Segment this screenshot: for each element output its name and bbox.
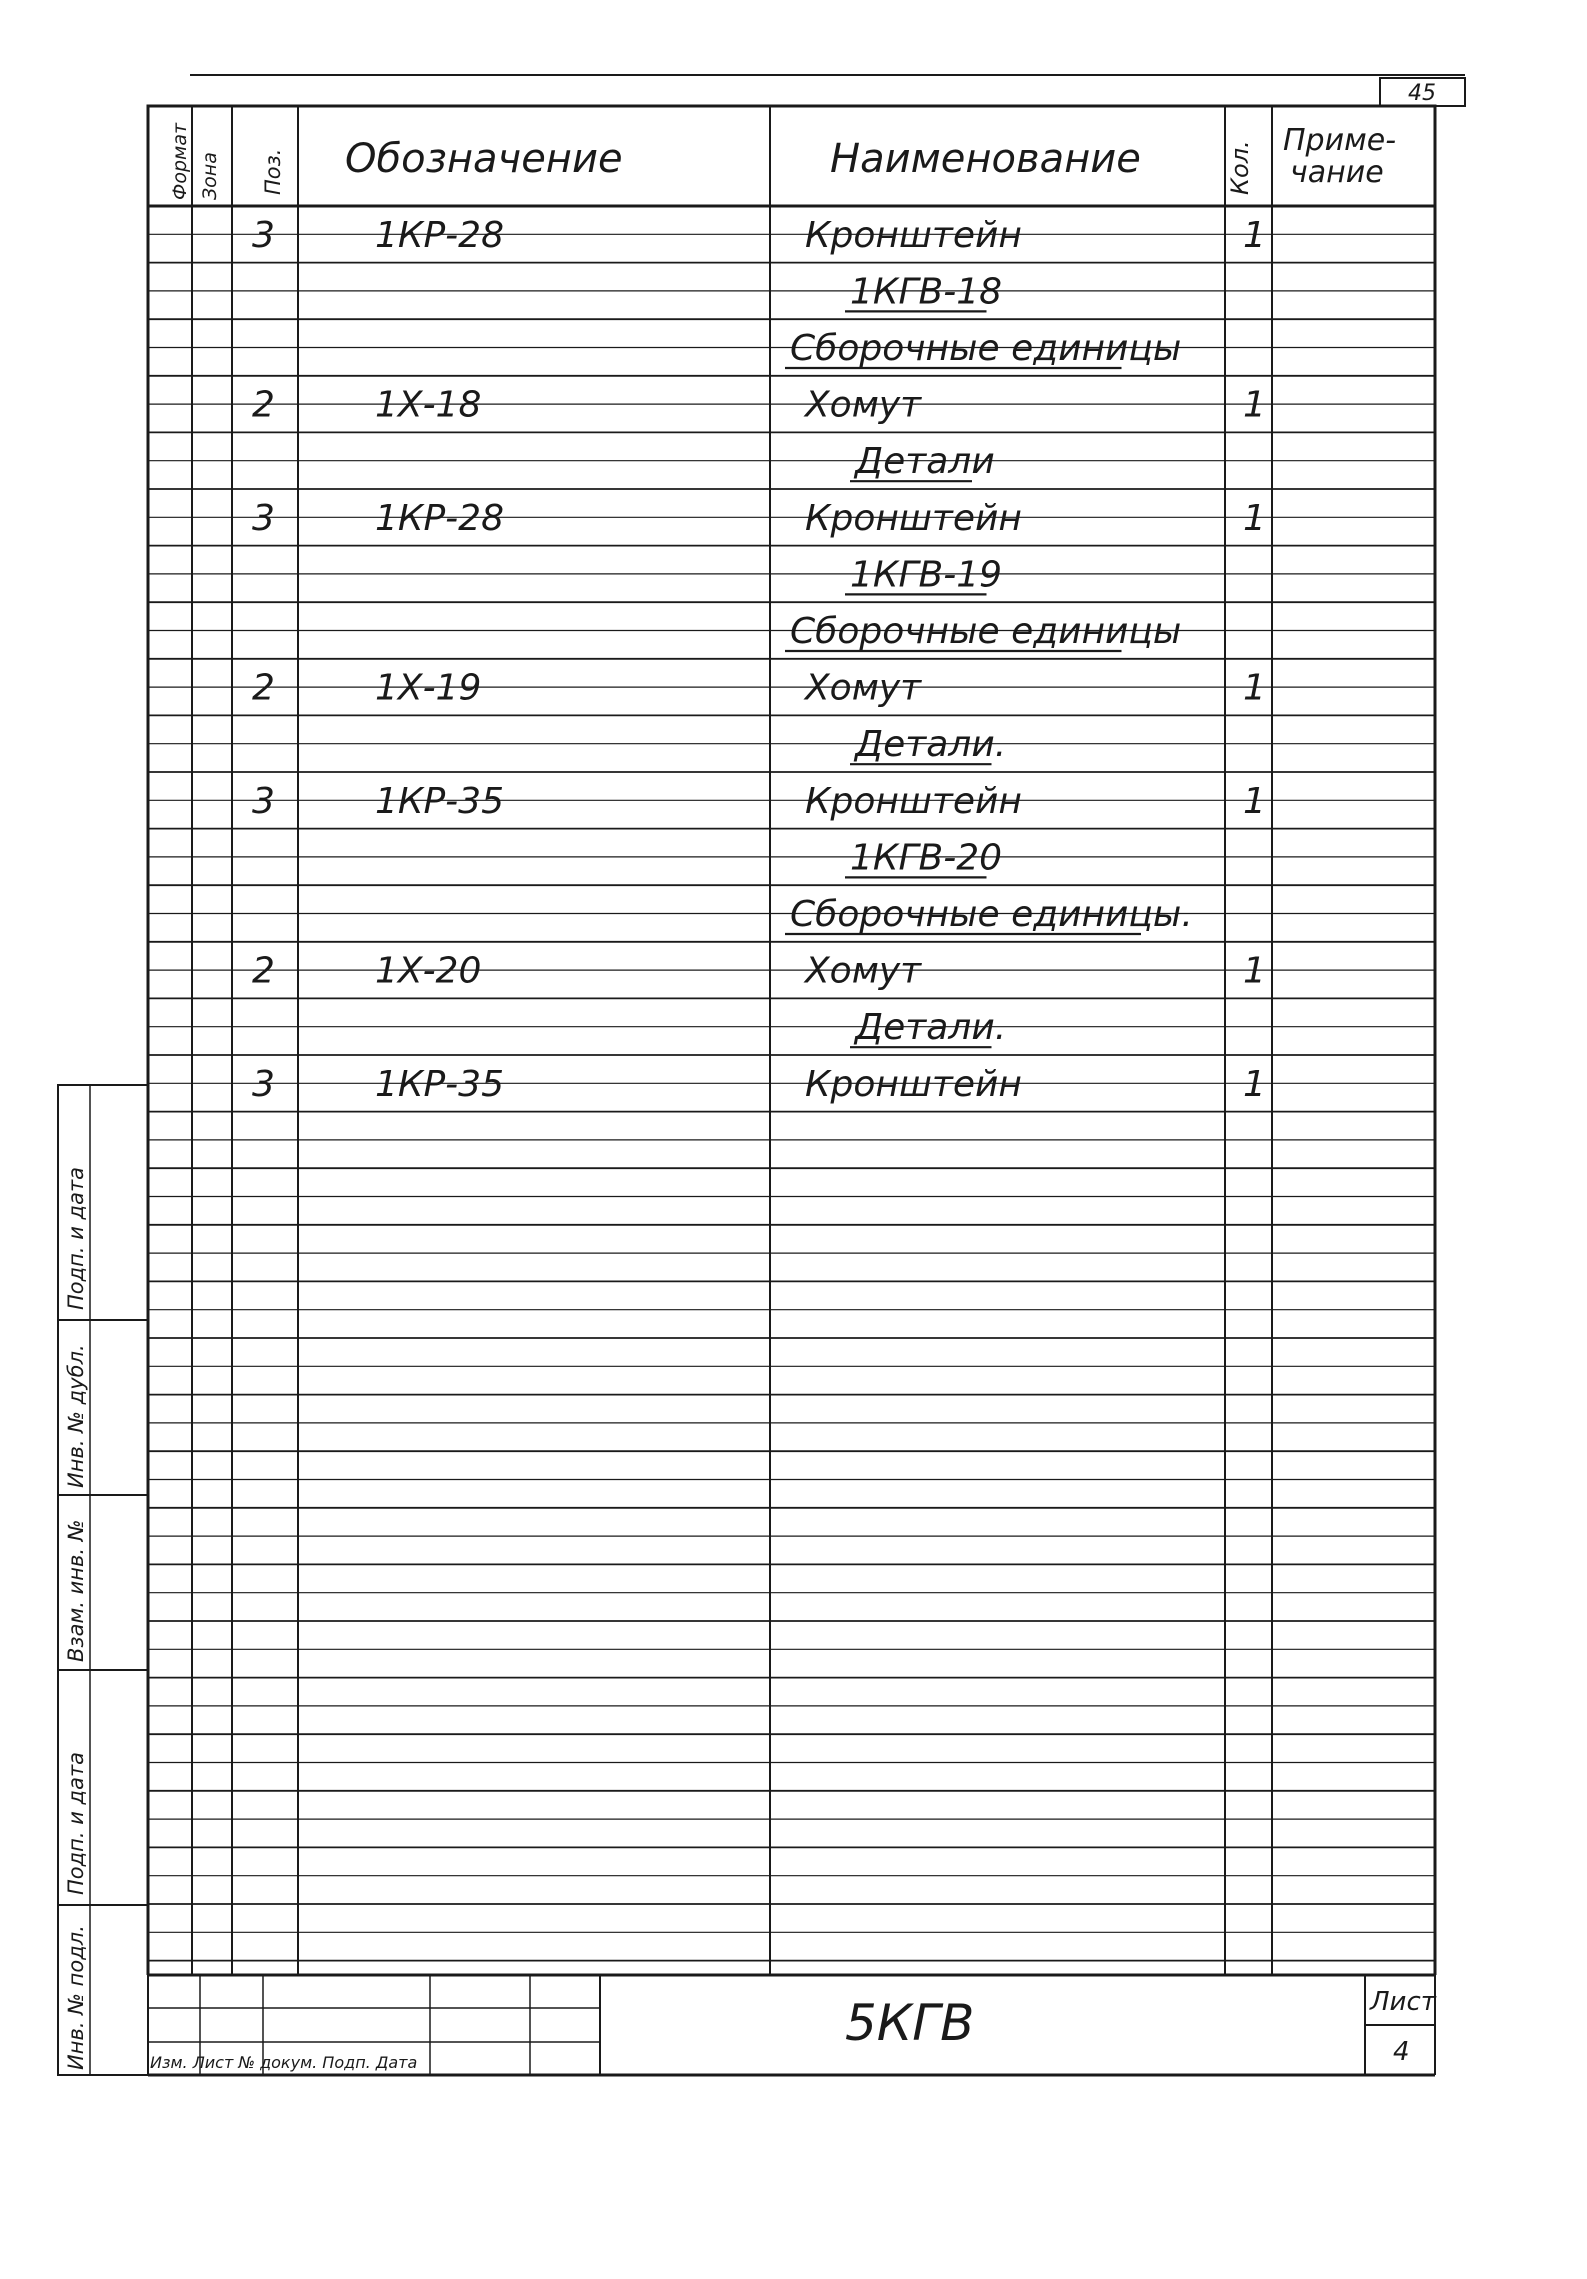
side-label-sign-date-1: Подп. и дата bbox=[64, 1166, 88, 1310]
row-name: Кронштейн bbox=[805, 1063, 1022, 1105]
spec-rows bbox=[252, 215, 1266, 1105]
row-name: Сборочные единицы bbox=[790, 611, 1182, 652]
row-name: 1КГВ-19 bbox=[850, 554, 1003, 596]
row-designation: 1КР-28 bbox=[375, 214, 504, 256]
sheet-value: 4 bbox=[1393, 2037, 1410, 2067]
table-row bbox=[252, 385, 1266, 426]
row-designation: 1КР-28 bbox=[375, 497, 504, 539]
header-name: Наименование bbox=[830, 136, 1141, 182]
row-designation: 1Х-19 bbox=[375, 667, 482, 709]
row-name: Кронштейн bbox=[805, 780, 1022, 822]
side-label-replace-inv: Взам. инв. № bbox=[64, 1519, 88, 1662]
row-designation: 1КР-35 bbox=[375, 1063, 504, 1105]
header-pos: Поз. bbox=[261, 148, 285, 195]
table-row bbox=[252, 498, 1266, 539]
row-qty: 1 bbox=[1243, 1063, 1266, 1105]
row-pos: 2 bbox=[252, 384, 275, 426]
row-name: Кронштейн bbox=[805, 497, 1022, 539]
table-row bbox=[785, 611, 1181, 652]
table-row bbox=[845, 271, 1002, 312]
header-designation: Обозначение bbox=[345, 136, 623, 182]
row-pos: 3 bbox=[252, 497, 275, 539]
header-note-line1: Приме- bbox=[1283, 123, 1397, 158]
row-pos: 2 bbox=[252, 950, 275, 992]
sheet-label: Лист bbox=[1370, 1987, 1436, 2017]
row-designation: 1Х-20 bbox=[375, 950, 482, 992]
row-name: Сборочные единицы. bbox=[790, 894, 1193, 935]
table-row bbox=[850, 724, 1006, 765]
table-row bbox=[252, 951, 1266, 992]
table-row bbox=[252, 215, 1266, 256]
row-qty: 1 bbox=[1243, 214, 1266, 256]
table-row bbox=[252, 781, 1266, 822]
row-name: Сборочные единицы bbox=[790, 328, 1182, 369]
row-name: 1КГВ-18 bbox=[850, 271, 1003, 313]
row-lines bbox=[148, 234, 1435, 1960]
row-pos: 2 bbox=[252, 667, 275, 709]
table-row bbox=[785, 328, 1181, 369]
header-qty: Кол. bbox=[1226, 140, 1254, 195]
table-row bbox=[252, 1064, 1266, 1105]
top-sheet-number: 45 bbox=[1408, 81, 1436, 106]
header-note-line2: чание bbox=[1290, 155, 1384, 190]
side-label-dup-inv: Инв. № дубл. bbox=[64, 1344, 88, 1488]
table-row bbox=[845, 554, 1002, 595]
row-qty: 1 bbox=[1243, 950, 1266, 992]
row-name: Детали bbox=[855, 441, 995, 483]
row-pos: 3 bbox=[252, 780, 275, 822]
header-labels bbox=[169, 122, 1396, 200]
row-pos: 3 bbox=[252, 214, 275, 256]
doc-code: 5КГВ bbox=[845, 1994, 975, 2052]
row-name: 1КГВ-20 bbox=[850, 837, 1003, 879]
side-label-orig-inv: Инв. № подл. bbox=[64, 1925, 88, 2070]
row-name: Кронштейн bbox=[805, 214, 1022, 256]
row-name: Хомут bbox=[805, 667, 922, 709]
title-block-footer-labels: Изм. Лист № докум. Подп. Дата bbox=[150, 2053, 418, 2072]
row-name: Хомут bbox=[805, 950, 922, 992]
row-name: Детали. bbox=[855, 724, 1007, 766]
row-qty: 1 bbox=[1243, 780, 1266, 822]
row-qty: 1 bbox=[1243, 667, 1266, 709]
header-format: Формат bbox=[169, 122, 191, 200]
row-name: Детали. bbox=[855, 1007, 1007, 1049]
row-pos: 3 bbox=[252, 1063, 275, 1105]
table-row bbox=[785, 894, 1193, 935]
row-qty: 1 bbox=[1243, 497, 1266, 539]
table-row bbox=[845, 837, 1002, 878]
table-row bbox=[850, 1007, 1006, 1048]
header-zone: Зона bbox=[199, 152, 221, 200]
table-row bbox=[252, 668, 1266, 709]
side-label-sign-date-2: Подп. и дата bbox=[64, 1751, 88, 1895]
row-designation: 1Х-18 bbox=[375, 384, 482, 426]
row-qty: 1 bbox=[1243, 384, 1266, 426]
row-designation: 1КР-35 bbox=[375, 780, 504, 822]
column-lines bbox=[148, 106, 1435, 1975]
row-name: Хомут bbox=[805, 384, 922, 426]
title-block bbox=[148, 1975, 1437, 2075]
left-side-strip bbox=[58, 1085, 148, 2075]
table-row bbox=[850, 441, 995, 482]
